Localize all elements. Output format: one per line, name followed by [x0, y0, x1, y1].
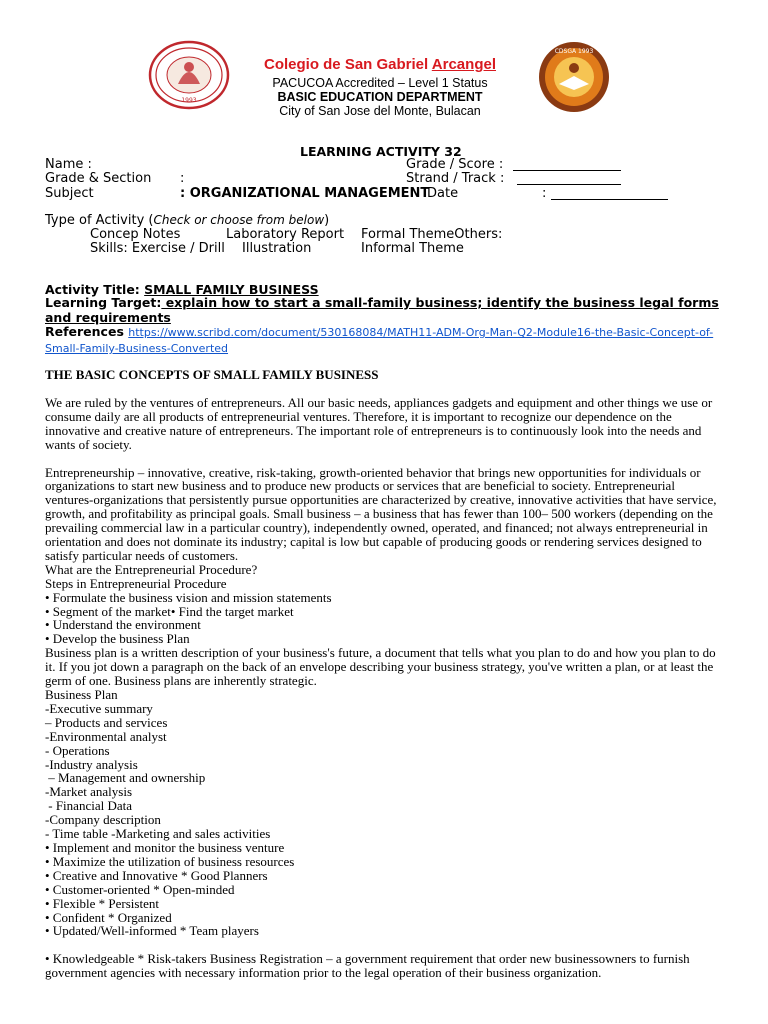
list-item: • Maximize the utilization of business resources — [45, 853, 295, 869]
school-name: Colegio de San Gabriel Arcangel — [263, 56, 496, 73]
section-heading: THE BASIC CONCEPTS OF SMALL FAMILY BUSINESS — [45, 367, 379, 382]
date-colon: : — [542, 186, 547, 201]
activity-number-heading: LEARNING ACTIVITY 32 — [300, 144, 462, 159]
list-item: - Operations — [45, 742, 110, 758]
intro-paragraph: We are ruled by the ventures of entrepreneurs. All our basic needs, appliances gadgets and equipment and other things we use or consume daily are all products of entrepreneurial ventures. Therefore, it is important to recognize our dependence on the innovative and creative nature of entrepreneurs. The important role of entrepreneurs is to continuously look into the needs and wants of society. — [45, 395, 713, 452]
list-item: • Confident * Organized — [45, 909, 172, 925]
seal-year: 1993 — [181, 97, 197, 104]
name-label: Name : — [45, 157, 92, 172]
list-item: - Time table -Marketing and sales activities — [45, 826, 271, 842]
procedure-lines — [45, 563, 725, 646]
school-seal-logo — [148, 40, 230, 110]
list-item: • Updated/Well-informed * Team players — [45, 923, 259, 939]
date-label: Date — [427, 186, 459, 201]
learning-target: Learning Target: explain how to start a small-family business; identify the business legal forms and requirements — [45, 295, 719, 325]
subject-value: : ORGANIZATIONAL MANAGEMENT — [180, 186, 430, 201]
grade-score-label: Grade / Score : — [406, 157, 504, 172]
list-item: – Products and services — [45, 714, 168, 730]
text-line: Steps in Entrepreneurial Procedure — [45, 575, 227, 591]
list-item: • Understand the environment — [45, 617, 201, 633]
department-emblem-logo — [537, 40, 611, 114]
list-item: • Flexible * Persistent — [45, 895, 159, 911]
accreditation-status: PACUCOA Accredited – Level 1 Status — [272, 76, 488, 90]
type-of-activity-label: Type of Activity (Check or choose from below) — [45, 213, 330, 228]
grade-score-blank[interactable] — [513, 159, 621, 171]
list-item: -Company description — [45, 812, 161, 828]
date-blank[interactable] — [551, 188, 668, 200]
entrepreneurship-paragraph: Entrepreneurship – innovative, creative, risk-taking, growth-oriented behavior that brings new opportunities for individuals or organizations to start new business and to produce new products or services that are beneficial to society. Entrepreneurial ventures-organizations that persistently pursue opportunities are characterized by creative, innovative activities that have service, growth, and profitability as principal goals. Small business – a business that has fewer than 100– 500 workers (depending on the prevailing commercial law in a particular country), independently owned, operated, and financed; not always entrepreneurial in orientation and does not dominate its industry; capital is low but capable of producing goods or rendering services designed to satisfy particular needs of customers. — [45, 464, 717, 563]
list-item: • Customer-oriented * Open-minded — [45, 881, 235, 897]
references-link[interactable]: https://www.scribd.com/document/530168084/MATH11-ADM-Org-Man-Q2-Module16-the-Basic-Concept-of-Small-Family-Business-Converted — [45, 326, 714, 355]
department-name: BASIC EDUCATION DEPARTMENT — [277, 90, 483, 104]
list-item: - Financial Data — [45, 798, 132, 814]
option-laboratory-report[interactable]: Laboratory Report — [226, 227, 345, 242]
grade-section-colon: : — [180, 171, 185, 186]
option-formal-theme-others[interactable]: Formal ThemeOthers: — [361, 227, 503, 242]
references: References https://www.scribd.com/document/530168084/MATH11-ADM-Org-Man-Q2-Module16-the-Basic-Concept-of-Small-Family-Business-Converted — [45, 324, 714, 355]
list-item: • Formulate the business vision and mission statements — [45, 589, 332, 605]
list-item: • Segment of the market• Find the target market — [45, 603, 294, 619]
list-item: -Executive summary — [45, 700, 153, 716]
option-illustration[interactable]: Illustration — [242, 241, 312, 256]
strand-track-blank[interactable] — [517, 173, 621, 185]
option-informal-theme[interactable]: Informal Theme — [361, 241, 464, 256]
strand-track-label: Strand / Track : — [406, 171, 505, 186]
body-content — [45, 396, 725, 980]
text-line: Business Plan — [45, 687, 118, 703]
city-address: City of San Jose del Monte, Bulacan — [279, 104, 481, 118]
option-skills-exercise[interactable]: Skills: Exercise / Drill — [90, 241, 225, 256]
registration-paragraph: • Knowledgeable * Risk-takers Business Registration – a government requirement that order new businessowners to furnish government agencies with necessary information prior to the legal operation of their business organization. — [45, 951, 690, 981]
text-line: What are the Entrepreneurial Procedure? — [45, 561, 258, 577]
subject-label: Subject — [45, 186, 94, 201]
list-item: • Creative and Innovative * Good Planners — [45, 867, 268, 883]
business-plan-lines — [45, 688, 725, 938]
grade-section-label: Grade & Section — [45, 171, 152, 186]
business-plan-paragraph: Business plan is a written description of your business's future, a document that tells what you plan to do and how you plan to do it. If you jot down a paragraph on the back of an envelope describing your business strategy, you've written a plan, or at least the germ of one. Business plans are inherently strategic. — [45, 645, 716, 689]
list-item: -Industry analysis — [45, 756, 138, 772]
list-item: -Market analysis — [45, 784, 133, 800]
list-item: • Develop the business Plan — [45, 631, 190, 647]
list-item: -Environmental analyst — [45, 728, 167, 744]
list-item: – Management and ownership — [45, 770, 206, 786]
activity-title: Activity Title: SMALL FAMILY BUSINESS — [45, 282, 319, 297]
option-concept-notes[interactable]: Concep Notes — [90, 227, 181, 242]
list-item: • Implement and monitor the business venture — [45, 839, 285, 855]
emblem-text: CDSGA 1993 — [554, 48, 594, 55]
